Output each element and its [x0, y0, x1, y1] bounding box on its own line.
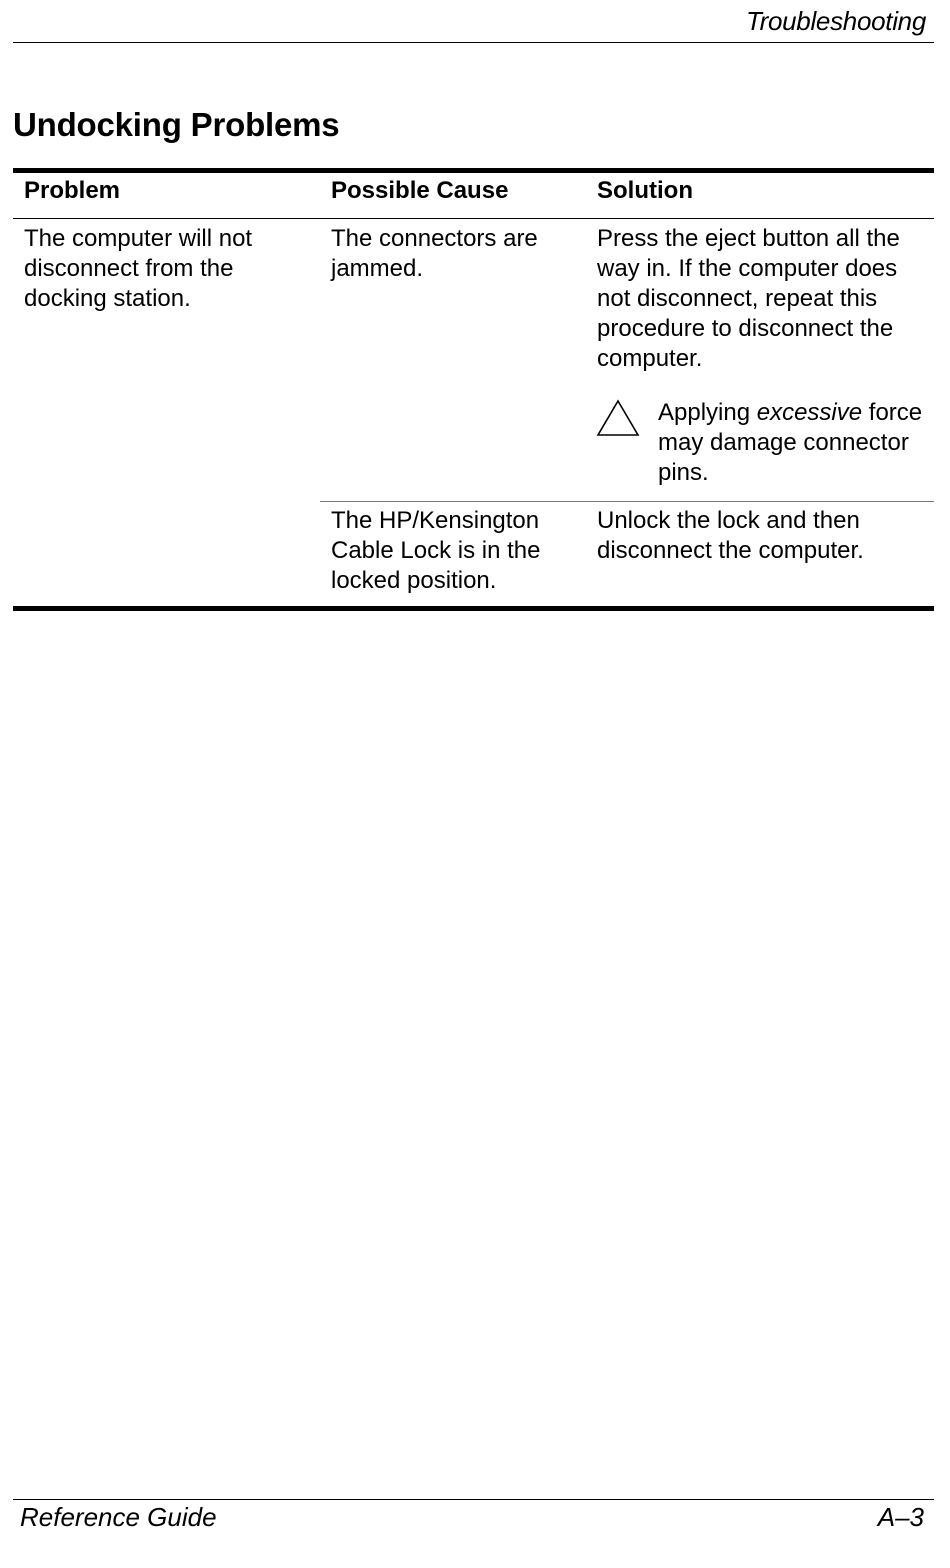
column-header-possible-cause: Possible Cause — [331, 177, 509, 204]
caution-triangle-icon — [596, 398, 640, 438]
cause-cell: The HP/Kensington Cable Lock is in the locked position. — [331, 507, 541, 594]
solution-cell: Unlock the lock and then disconnect the computer. — [597, 507, 864, 564]
problem-cell: The computer will not disconnect from the docking station. — [24, 225, 253, 312]
section-title: Undocking Problems — [13, 106, 340, 143]
caution-text-end: force may damage connector pins. — [658, 399, 923, 486]
table-bottom-rule — [13, 606, 934, 611]
table-top-rule — [13, 168, 934, 173]
row-divider — [320, 501, 934, 502]
table-header-rule — [13, 218, 934, 219]
caution-text-start: Applying — [658, 399, 757, 426]
caution-note — [596, 398, 926, 494]
footer-rule — [13, 1499, 934, 1500]
footer-document-title: Reference Guide — [20, 1502, 217, 1532]
column-header-problem: Problem — [24, 177, 121, 204]
caution-text — [658, 398, 928, 488]
cause-cell: The connectors are jammed. — [331, 225, 538, 282]
solution-cell: Press the eject button all the way in. If the computer does not disconnect, repeat this procedure to disconnect the computer. — [597, 225, 900, 372]
footer-page-number: A–3 — [877, 1502, 924, 1532]
header-rule — [13, 42, 934, 43]
column-header-solution: Solution — [597, 177, 693, 204]
running-header-title: Troubleshooting — [745, 6, 926, 36]
caution-text-emphasis: excessive — [756, 399, 863, 426]
